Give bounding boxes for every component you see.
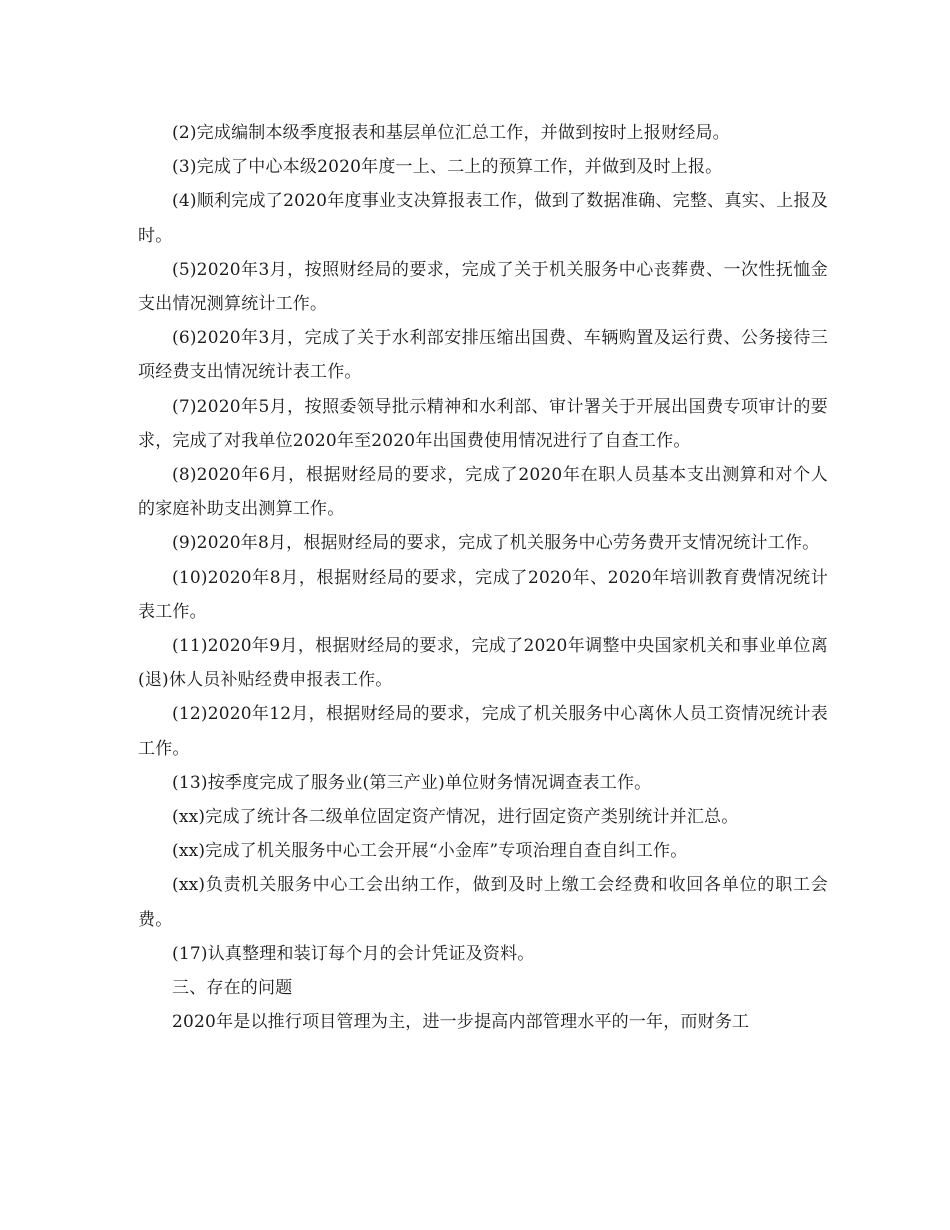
paragraph-item-9: (9)2020年8月，根据财经局的要求，完成了机关服务中心劳务费开支情况统计工作。 [172,533,820,554]
paragraph-item-5: (5)2020年3月，按照财经局的要求，完成了关于机关服务中心丧葬费、一次性抚恤金支出情况测算统计工作。 [138,259,828,315]
paragraph-item-2: (2)完成编制本级季度报表和基层单位汇总工作，并做到按时上报财经局。 [172,123,730,143]
paragraph-summary: 2020年是以推行项目管理为主，进一步提高内部管理水平的一年，而财务工 [172,1012,750,1033]
paragraph-item-7: (7)2020年5月，按照委领导批示精神和水利部、审计署关于开展出国费专项审计的要求，完成了对我单位2020年至2020年出国费使用情况进行了自查工作。 [138,396,828,451]
paragraph-item-4: (4)顺利完成了2020年度事业支决算报表工作，做到了数据准确、完整、真实、上报及时。 [138,191,828,246]
paragraph-item-8: (8)2020年6月，根据财经局的要求，完成了2020年在职人员基本支出测算和对个人的家庭补助支出测算工作。 [138,465,828,520]
paragraph-item-13: (13)按季度完成了服务业(第三产业)单位财务情况调查表工作。 [172,772,652,793]
document-body [138,116,828,1039]
paragraph-item-xx-union-cashier: (xx)负责机关服务中心工会出纳工作，做到及时上缴工会经费和收回各单位的职工会费。 [138,875,828,930]
paragraph-item-6: (6)2020年3月，完成了关于水利部安排压缩出国费、车辆购置及运行费、公务接待三项经费支出情况统计表工作。 [138,328,828,383]
paragraph-item-xx-assets: (xx)完成了统计各二级单位固定资产情况，进行固定资产类别统计并汇总。 [172,807,739,828]
paragraph-item-3: (3)完成了中心本级2020年度一上、二上的预算工作，并做到及时上报。 [172,157,723,178]
section-heading-problems: 三、存在的问题 [172,978,293,999]
paragraph-item-xx-union-audit: (xx)完成了机关服务中心工会开展“小金库”专项治理自查自纠工作。 [172,841,688,862]
paragraph-item-17: (17)认真整理和装订每个月的会计凭证及资料。 [172,943,535,964]
paragraph-item-11: (11)2020年9月，根据财经局的要求，完成了2020年调整中央国家机关和事业单位离(退)休人员补贴经费申报表工作。 [138,636,828,691]
paragraph-item-10: (10)2020年8月，根据财经局的要求，完成了2020年、2020年培训教育费情况统计表工作。 [138,567,828,622]
paragraph-item-12: (12)2020年12月，根据财经局的要求，完成了机关服务中心离休人员工资情况统计表工作。 [138,704,828,759]
